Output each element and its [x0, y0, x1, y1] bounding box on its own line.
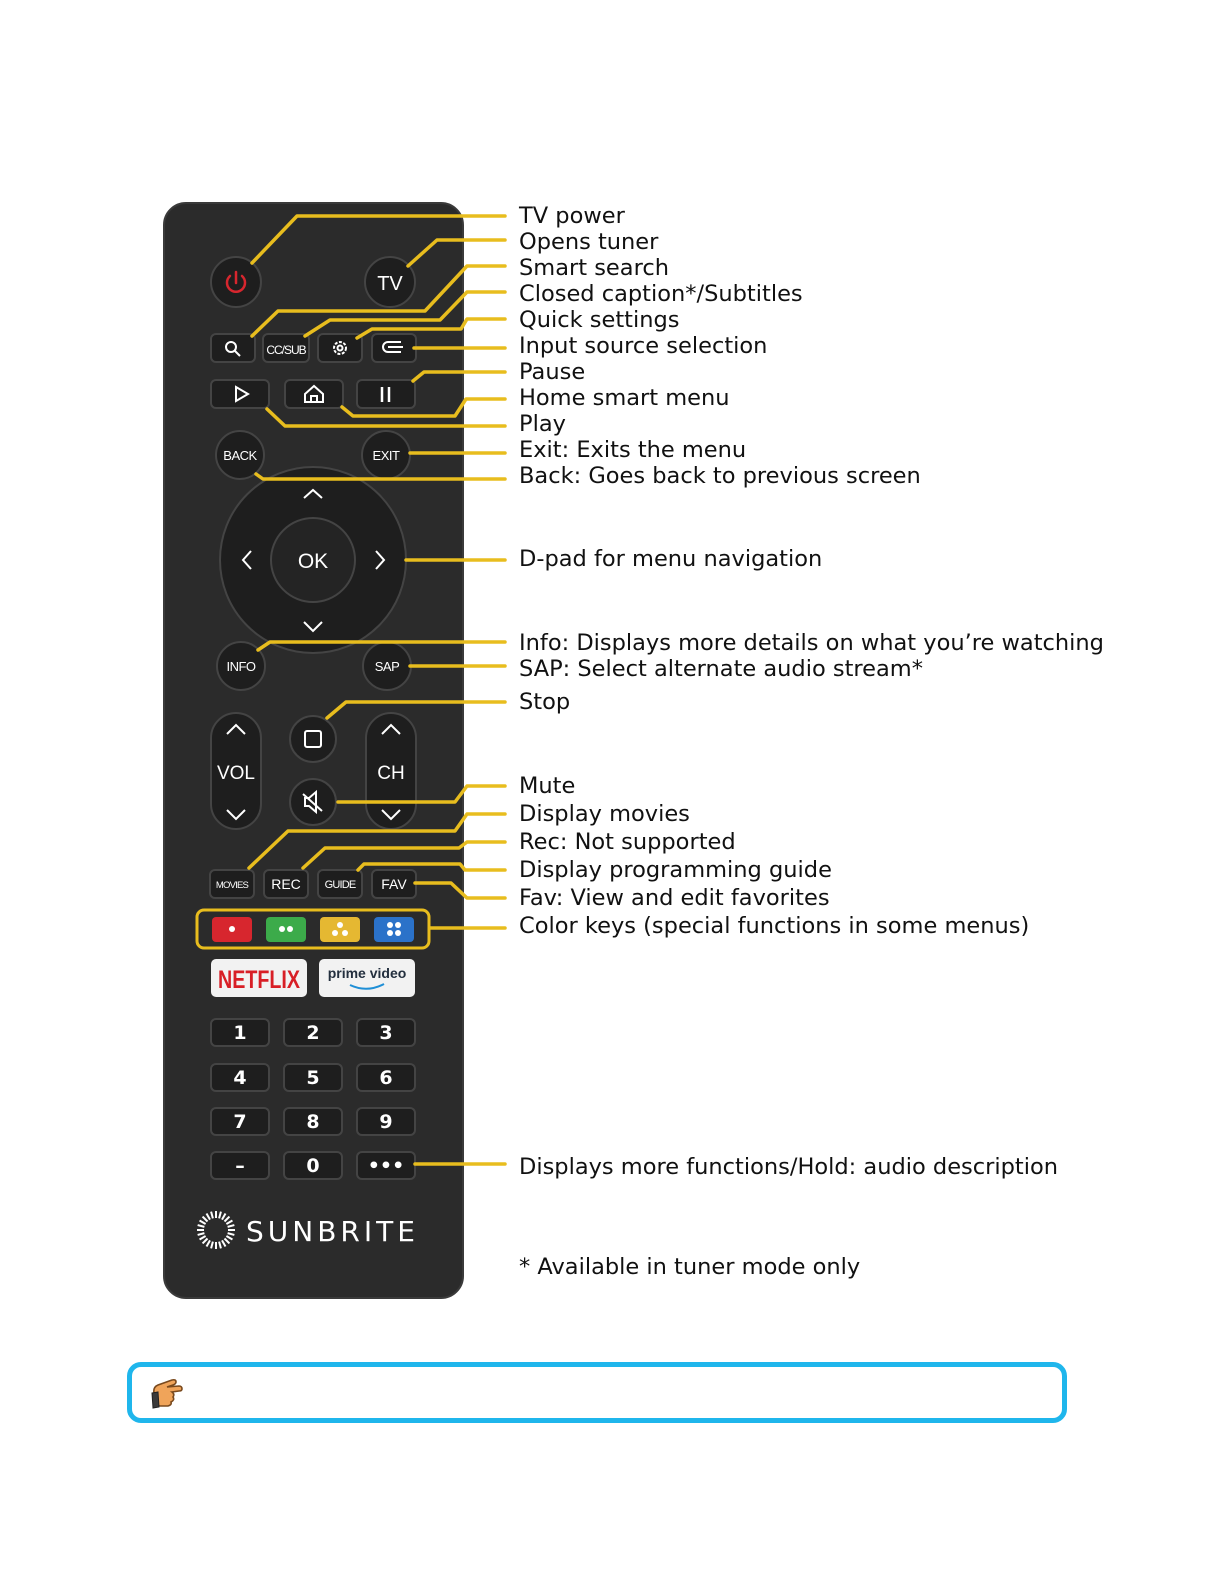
svg-text:CC/SUB: CC/SUB [266, 343, 306, 357]
callout-tv-power: TV power [519, 203, 625, 229]
channel-rocker[interactable] [366, 713, 416, 829]
svg-text:GUIDE: GUIDE [324, 879, 356, 891]
callout-fav: Fav: View and edit favorites [519, 885, 830, 911]
red-key[interactable] [212, 917, 252, 942]
svg-text:FAV: FAV [381, 876, 407, 892]
digit-key-10[interactable] [211, 1152, 269, 1179]
digit-key-7[interactable] [211, 1108, 269, 1135]
digit-key-4[interactable] [211, 1064, 269, 1091]
yellow-key[interactable] [320, 917, 360, 942]
blue-key[interactable] [374, 917, 414, 942]
svg-text:BACK: BACK [223, 448, 257, 463]
movies-button[interactable] [210, 870, 254, 898]
svg-text:MOVIES: MOVIES [215, 880, 249, 891]
svg-text:SAP: SAP [374, 659, 400, 674]
digit-key-6[interactable] [357, 1064, 415, 1091]
tip-box [127, 1362, 1067, 1423]
callout-exit: Exit: Exits the menu [519, 437, 747, 463]
callout-color-keys: Color keys (special functions in some menus) [519, 913, 1030, 939]
callout-back: Back: Goes back to previous screen [519, 463, 921, 489]
callout-input-source: Input source selection [519, 333, 768, 359]
search-button[interactable] [211, 334, 255, 362]
callout-info: Info: Displays more details on what you’re watching [519, 630, 1104, 656]
cc-sub-button[interactable] [263, 334, 309, 362]
callout-opens-tuner: Opens tuner [519, 229, 659, 255]
callout-quick-settings: Quick settings [519, 307, 680, 333]
digit-label: 9 [379, 1111, 393, 1133]
digit-label: 5 [306, 1067, 320, 1089]
back-button[interactable] [216, 431, 264, 479]
digit-label: 6 [379, 1067, 393, 1089]
volume-rocker[interactable] [211, 713, 261, 829]
rec-button[interactable] [264, 870, 308, 898]
svg-text:REC: REC [271, 876, 301, 892]
exit-button[interactable] [362, 431, 410, 479]
guide-button[interactable] [318, 870, 362, 898]
digit-label: – [235, 1155, 245, 1177]
callout-movies: Display movies [519, 801, 690, 827]
callout-guide: Display programming guide [519, 857, 832, 883]
digit-label: 8 [306, 1111, 320, 1133]
footnote: * Available in tuner mode only [519, 1254, 861, 1280]
callout-more-functions: Displays more functions/Hold: audio description [519, 1154, 1059, 1180]
input-button[interactable] [372, 334, 416, 362]
digit-key-8[interactable] [284, 1108, 342, 1135]
digit-label: 4 [233, 1067, 247, 1089]
callout-home: Home smart menu [519, 385, 730, 411]
stop-button[interactable] [290, 716, 336, 762]
prime-video-button[interactable] [319, 959, 415, 997]
netflix-button[interactable] [211, 959, 307, 997]
ok-button[interactable] [271, 518, 355, 602]
digit-label: ••• [367, 1155, 405, 1177]
callout-mute: Mute [519, 773, 576, 799]
brand-name: SUNBRITE [246, 1215, 419, 1248]
callout-dpad: D-pad for menu navigation [519, 546, 823, 572]
power-button[interactable] [211, 257, 261, 307]
digit-label: 0 [306, 1155, 320, 1177]
digit-key-12[interactable] [357, 1152, 415, 1179]
svg-text:INFO: INFO [226, 659, 256, 674]
svg-text:OK: OK [297, 550, 329, 573]
pointing-hand-icon [148, 1373, 188, 1413]
fav-button[interactable] [372, 870, 416, 898]
digit-key-2[interactable] [284, 1019, 342, 1046]
callout-rec: Rec: Not supported [519, 829, 736, 855]
home-button[interactable] [285, 380, 343, 408]
callout-pause: Pause [519, 359, 586, 385]
play-button[interactable] [211, 380, 269, 408]
mute-button[interactable] [290, 779, 336, 825]
digit-key-11[interactable] [284, 1152, 342, 1179]
digit-key-1[interactable] [211, 1019, 269, 1046]
callout-sap: SAP: Select alternate audio stream* [519, 656, 923, 682]
digit-label: 2 [306, 1022, 320, 1044]
callout-stop: Stop [519, 689, 571, 715]
svg-text:NETFLIX: NETFLIX [218, 966, 301, 994]
digit-key-9[interactable] [357, 1108, 415, 1135]
callout-closed-caption: Closed caption*/Subtitles [519, 281, 803, 307]
callout-smart-search: Smart search [519, 255, 669, 281]
svg-text:TV: TV [377, 273, 403, 295]
green-key[interactable] [266, 917, 306, 942]
pause-button[interactable] [357, 380, 415, 408]
digit-key-3[interactable] [357, 1019, 415, 1046]
svg-text:EXIT: EXIT [372, 448, 400, 463]
svg-text:CH: CH [377, 763, 405, 784]
svg-text:prime video: prime video [327, 965, 407, 981]
digit-label: 1 [233, 1022, 247, 1044]
digit-key-5[interactable] [284, 1064, 342, 1091]
callout-play: Play [519, 411, 566, 437]
svg-text:VOL: VOL [216, 763, 256, 784]
sap-button[interactable] [363, 642, 411, 690]
digit-label: 3 [379, 1022, 393, 1044]
digit-label: 7 [233, 1111, 247, 1133]
